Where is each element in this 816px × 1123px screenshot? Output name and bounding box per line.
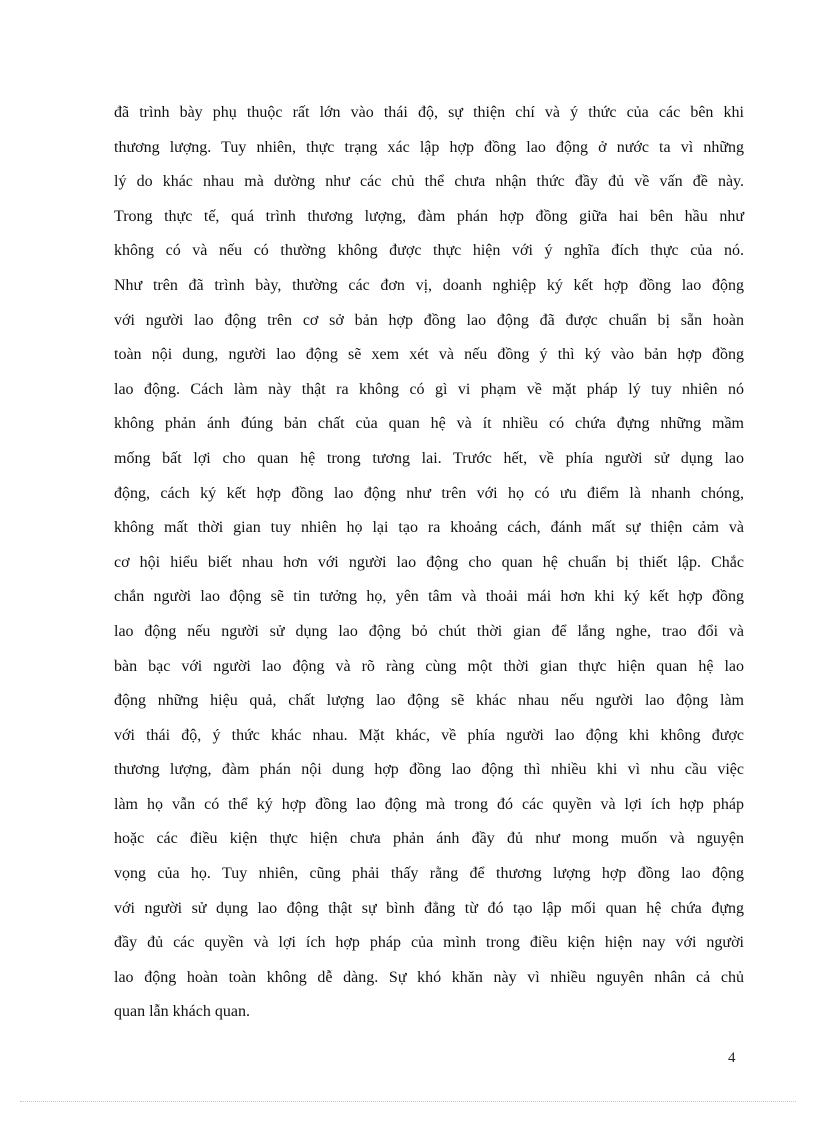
text-line: động những hiệu quả, chất lượng lao động sẽ khác nhau nếu người lao động làm [114, 692, 744, 710]
text-line: hoặc các điều kiện thực hiện chưa phản ánh đầy đủ như mong muốn và nguyện [114, 830, 744, 848]
text-line: thương lượng, đàm phán nội dung hợp đồng lao động thì nhiều khi vì nhu cầu việc [114, 761, 744, 779]
text-line: chắn người lao động sẽ tin tưởng họ, yên tâm và thoải mái hơn khi ký kết hợp đồng [114, 588, 744, 606]
text-line: toàn nội dung, người lao động sẽ xem xét và nếu đồng ý thì ký vào bản hợp đồng [114, 346, 744, 364]
footer-divider [20, 1101, 796, 1102]
text-line: bàn bạc với người lao động và rõ ràng cùng một thời gian thực hiện quan hệ lao [114, 657, 744, 675]
text-line: lao động. Cách làm này thật ra không có gì vi phạm về mặt pháp lý tuy nhiên nó [114, 380, 744, 398]
text-line: không phản ánh đúng bản chất của quan hệ và ít nhiều có chứa đựng những mầm [114, 415, 744, 433]
text-line: Như trên đã trình bày, thường các đơn vị, doanh nghiệp ký kết hợp đồng lao động [114, 276, 744, 294]
text-line: đầy đủ các quyền và lợi ích hợp pháp của mình trong điều kiện hiện nay với người [114, 934, 744, 952]
body-paragraph [114, 96, 744, 1030]
text-line: làm họ vẫn có thể ký hợp đồng lao động mà trong đó các quyền và lợi ích hợp pháp [114, 795, 744, 813]
text-line: Trong thực tế, quá trình thương lượng, đàm phán hợp đồng giữa hai bên hầu như [114, 207, 744, 225]
page-number: 4 [728, 1050, 736, 1066]
text-line: với thái độ, ý thức khác nhau. Mặt khác, về phía người lao động khi không được [114, 726, 744, 744]
text-line: với người lao động trên cơ sở bản hợp đồng lao động đã được chuẩn bị sẵn hoàn [114, 311, 744, 329]
text-line: lao động nếu người sử dụng lao động bỏ chút thời gian để lắng nghe, trao đổi và [114, 622, 744, 640]
text-line: vọng của họ. Tuy nhiên, cũng phải thấy rằng để thương lượng hợp đồng lao động [114, 865, 744, 883]
text-line: lao động hoàn toàn không dễ dàng. Sự khó khăn này vì nhiều nguyên nhân cả chủ [114, 968, 744, 986]
text-line: động, cách ký kết hợp đồng lao động như trên với họ có ưu điểm là nhanh chóng, [114, 484, 744, 502]
text-line: đã trình bày phụ thuộc rất lớn vào thái độ, sự thiện chí và ý thức của các bên khi [114, 104, 744, 121]
text-line: lý do khác nhau mà dường như các chủ thể chưa nhận thức đầy đủ về vấn đề này. [114, 173, 744, 191]
text-line: mống bất lợi cho quan hệ trong tương lai. Trước hết, về phía người sử dụng lao [114, 449, 744, 467]
text-line: quan lẫn khách quan. [114, 1003, 250, 1021]
text-line: thương lượng. Tuy nhiên, thực trạng xác lập hợp đồng lao động ở nước ta vì những [114, 138, 744, 156]
text-line: không mất thời gian tuy nhiên họ lại tạo ra khoảng cách, đánh mất sự thiện cảm và [114, 519, 744, 537]
text-line: với người sử dụng lao động thật sự bình đẳng từ đó tạo lập mối quan hệ chứa đựng [114, 899, 744, 917]
text-line: không có và nếu có thường không được thực hiện với ý nghĩa đích thực của nó. [114, 242, 744, 260]
text-line: cơ hội hiểu biết nhau hơn với người lao động cho quan hệ chuẩn bị thiết lập. Chắc [114, 553, 744, 571]
